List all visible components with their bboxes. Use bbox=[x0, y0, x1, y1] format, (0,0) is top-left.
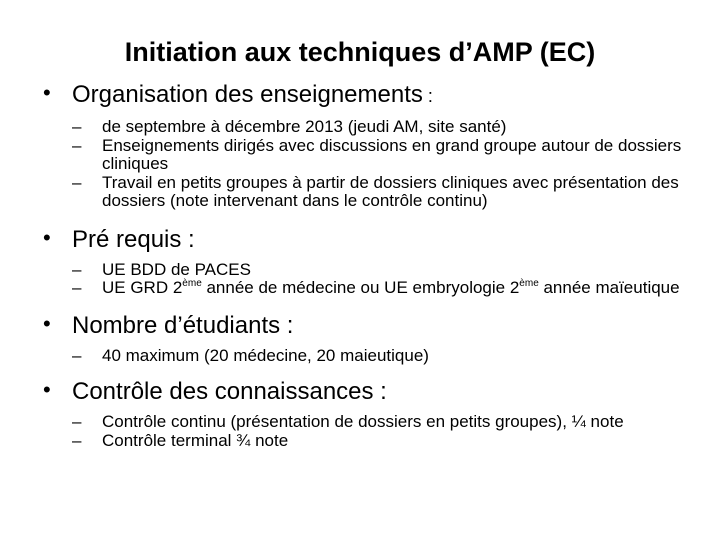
list-item-text: Travail en petits groupes à partir de dossiers cliniques avec présentation des dossiers (note intervenant dans le contrôle continu) bbox=[102, 172, 679, 210]
section-heading: Contrôle des connaissances : bbox=[72, 378, 387, 405]
list-item-text: Contrôle continu (présentation de dossiers en petits groupes), ¼ note bbox=[102, 412, 624, 431]
list-item-text bbox=[102, 278, 680, 297]
section-nombre-etudiants bbox=[43, 310, 687, 366]
text-part: année maïeutique bbox=[538, 278, 680, 297]
section-heading bbox=[72, 80, 687, 111]
list-item-text: de septembre à décembre 2013 (jeudi AM, site santé) bbox=[102, 117, 507, 136]
sub-list bbox=[72, 261, 687, 298]
list-item-text: Enseignements dirigés avec discussions en grand groupe autour de dossiers cliniques bbox=[102, 135, 682, 173]
section-heading-text: Organisation des enseignements bbox=[72, 81, 423, 108]
section-controle-connaissances bbox=[43, 377, 687, 450]
dash-marker: – bbox=[72, 135, 82, 155]
dash-marker: – bbox=[72, 259, 82, 279]
superscript: ème bbox=[182, 278, 202, 289]
section-heading: Nombre d’étudiants : bbox=[72, 311, 294, 339]
list-item-text: UE BDD de PACES bbox=[102, 259, 251, 279]
list-item bbox=[72, 345, 687, 366]
text-part: UE GRD 2 bbox=[102, 278, 183, 297]
sub-list bbox=[72, 413, 687, 450]
section-heading-colon: : bbox=[422, 86, 433, 106]
list-item bbox=[72, 412, 687, 432]
sub-list bbox=[72, 118, 687, 211]
bullet-marker: • bbox=[43, 224, 51, 250]
list-item bbox=[72, 172, 687, 211]
section-organisation bbox=[43, 80, 687, 211]
slide-title: Initiation aux techniques d’AMP (EC) bbox=[124, 37, 596, 67]
superscript: ème bbox=[519, 278, 539, 289]
bullet-marker: • bbox=[43, 80, 51, 105]
list-item bbox=[72, 278, 687, 298]
dash-marker: – bbox=[72, 412, 82, 431]
dash-marker: – bbox=[72, 430, 82, 450]
section-prerequis bbox=[43, 224, 687, 298]
bullet-marker: • bbox=[43, 310, 51, 336]
dash-marker: – bbox=[72, 172, 82, 192]
list-item bbox=[72, 430, 687, 451]
bullet-marker: • bbox=[43, 377, 51, 402]
list-item-text: 40 maximum (20 médecine, 20 maieutique) bbox=[102, 345, 429, 365]
list-item bbox=[72, 135, 687, 174]
list-item-text: Contrôle terminal ¾ note bbox=[102, 430, 289, 450]
slide-body bbox=[0, 80, 720, 450]
text-part: année de médecine ou UE embryologie 2 bbox=[201, 278, 520, 297]
list-item bbox=[72, 259, 687, 280]
dash-marker: – bbox=[72, 117, 82, 136]
list-item bbox=[72, 117, 687, 137]
sub-list bbox=[72, 347, 687, 366]
dash-marker: – bbox=[72, 345, 82, 365]
dash-marker: – bbox=[72, 278, 82, 297]
section-heading: Pré requis : bbox=[72, 225, 195, 253]
